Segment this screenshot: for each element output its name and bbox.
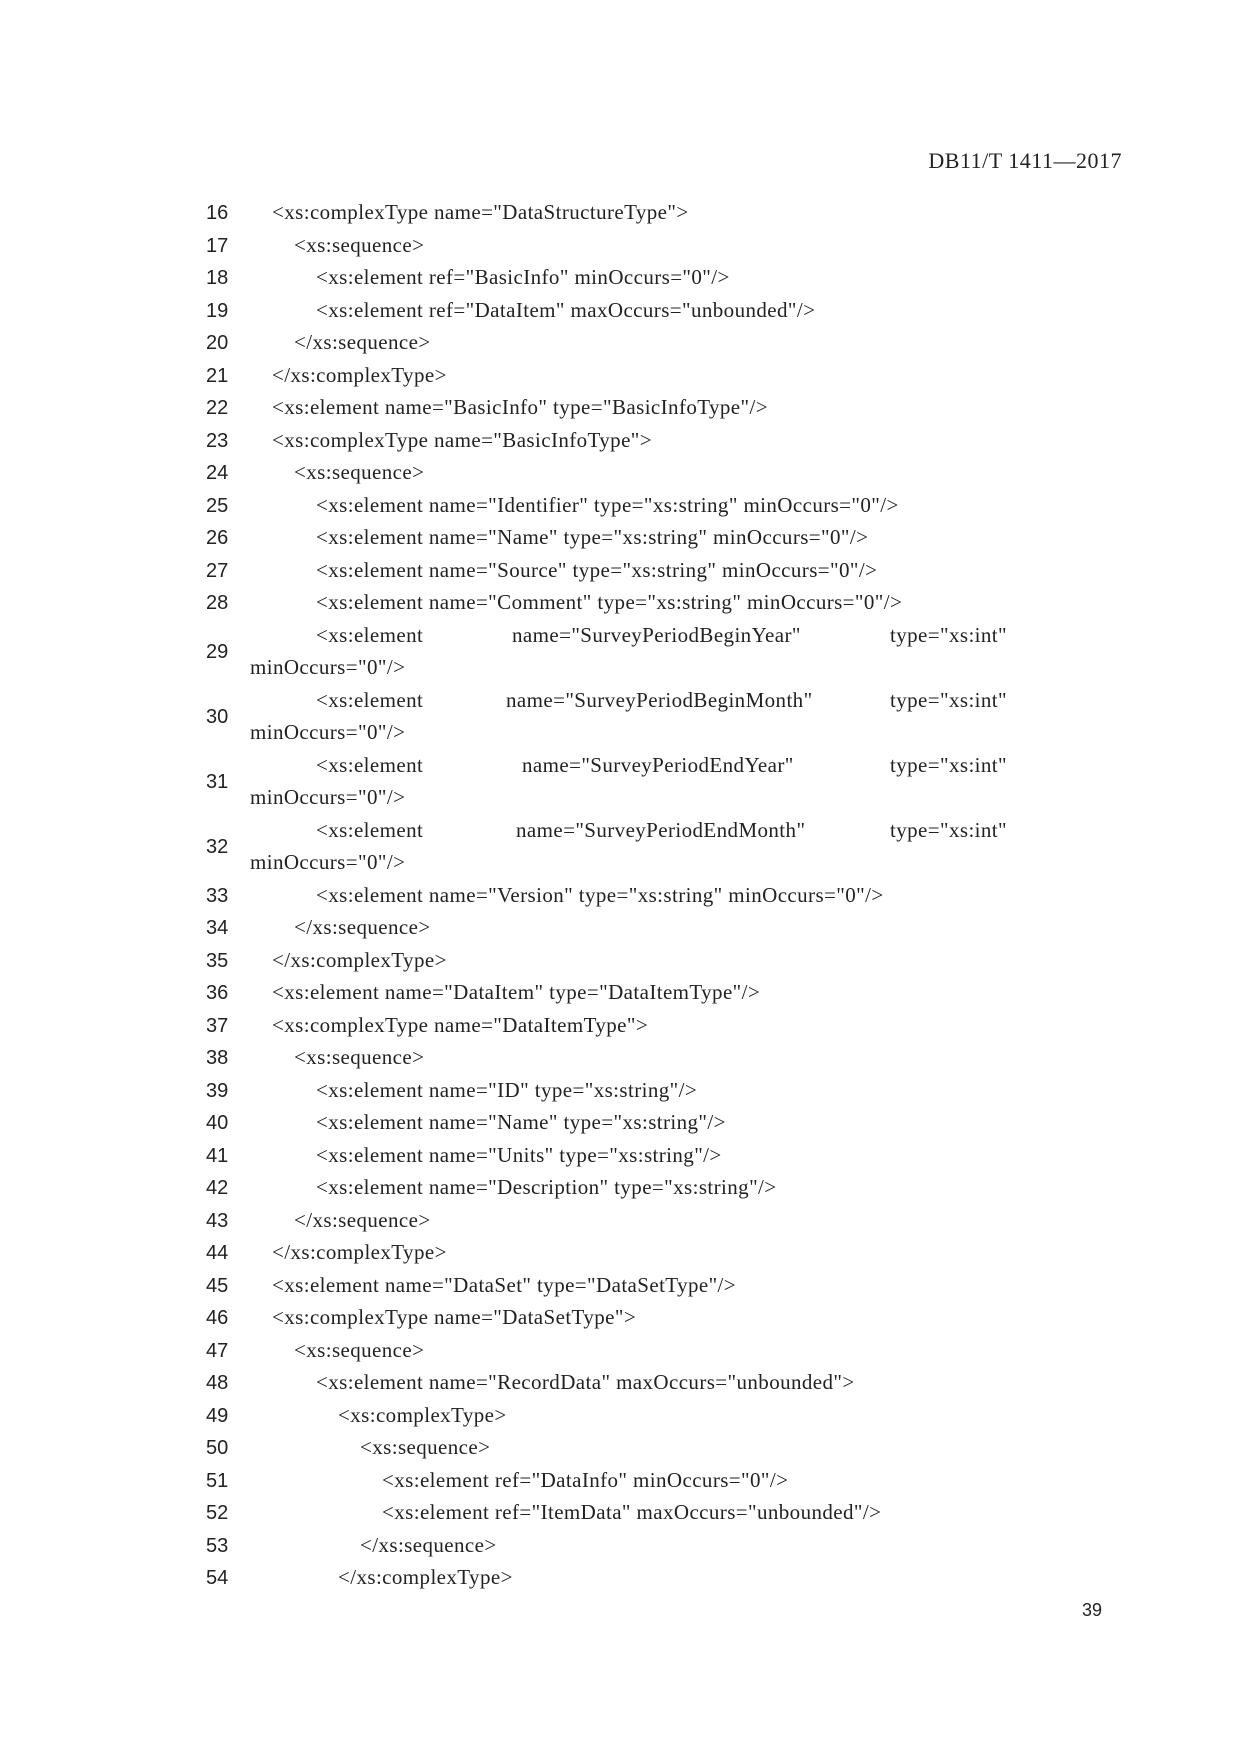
code-text: </xs:sequence> — [294, 1207, 431, 1232]
line-number: 53 — [206, 1534, 229, 1557]
code-text: <xs:element ref="BasicInfo" minOccurs="0"/> — [316, 265, 730, 289]
code-segment: type="xs:int" — [890, 622, 1008, 647]
code-text: <xs:element name="RecordData" maxOccurs="unbounded"> — [316, 1370, 855, 1394]
line-number: 42 — [206, 1177, 229, 1199]
code-listing — [0, 198, 1240, 1596]
code-line — [0, 1531, 1240, 1564]
line-number: 28 — [206, 592, 229, 614]
code-text: </xs:complexType> — [272, 947, 447, 972]
code-line — [0, 588, 1240, 621]
code-segment: name="SurveyPeriodEndMonth" — [516, 817, 806, 842]
code-line — [0, 1563, 1240, 1596]
code-text: </xs:complexType> — [338, 1565, 513, 1589]
line-number: 19 — [206, 299, 229, 322]
code-text: <xs:element name="Units" type="xs:string"/> — [316, 1142, 722, 1167]
code-text: <xs:sequence> — [294, 1045, 425, 1069]
code-text: <xs:element name="Description" type="xs:string"/> — [316, 1175, 777, 1199]
line-number: 26 — [206, 527, 229, 549]
code-text: <xs:element name="Name" type="xs:string" minOccurs="0"/> — [316, 525, 869, 549]
line-number: 38 — [206, 1047, 229, 1069]
code-line — [0, 1108, 1240, 1141]
code-text: <xs:element name="Name" type="xs:string"/> — [316, 1110, 726, 1134]
line-number: 39 — [206, 1079, 229, 1102]
line-number: 16 — [206, 202, 229, 224]
code-text: <xs:complexType name="DataSetType"> — [272, 1305, 637, 1329]
line-number: 31 — [206, 770, 229, 793]
page-number: 39 — [1081, 1600, 1102, 1620]
code-segment: type="xs:int" — [890, 817, 1008, 842]
code-segment: name="SurveyPeriodBeginMonth" — [506, 687, 813, 712]
code-text: <xs:element ref="DataItem" maxOccurs="unbounded"/> — [316, 297, 816, 322]
code-continuation: minOccurs="0"/> — [250, 719, 406, 744]
code-segment: <xs:element — [316, 687, 424, 712]
code-text: <xs:element name="Identifier" type="xs:string" minOccurs="0"/> — [316, 492, 899, 517]
line-number: 23 — [206, 429, 229, 452]
standard-number: DB11/T 1411—2017 — [928, 148, 1122, 173]
code-line — [0, 263, 1240, 296]
line-number: 22 — [206, 397, 229, 419]
code-line — [0, 458, 1240, 491]
code-line — [0, 1206, 1240, 1239]
code-segment: <xs:element — [316, 752, 424, 777]
code-line — [0, 1271, 1240, 1304]
line-number: 33 — [206, 884, 229, 907]
code-text: <xs:element name="DataSet" type="DataSetType"/> — [272, 1272, 737, 1297]
line-number: 30 — [206, 705, 229, 728]
code-line — [0, 523, 1240, 556]
code-line — [0, 1433, 1240, 1466]
code-line — [0, 1336, 1240, 1369]
code-text: <xs:sequence> — [360, 1435, 491, 1459]
line-number: 35 — [206, 949, 229, 972]
code-line-wrapped — [0, 686, 1240, 751]
code-continuation: minOccurs="0"/> — [250, 654, 406, 679]
code-text: <xs:sequence> — [294, 460, 425, 484]
line-number: 50 — [206, 1437, 229, 1459]
code-continuation: minOccurs="0"/> — [250, 784, 406, 809]
line-number: 47 — [206, 1339, 229, 1362]
code-text: <xs:element ref="ItemData" maxOccurs="unbounded"/> — [382, 1500, 882, 1524]
code-line — [0, 556, 1240, 589]
code-line — [0, 881, 1240, 914]
code-text: <xs:sequence> — [294, 1337, 425, 1362]
code-text: <xs:element name="DataItem" type="DataItemType"/> — [272, 980, 761, 1004]
code-line — [0, 1043, 1240, 1076]
line-number: 43 — [206, 1209, 229, 1232]
line-number: 18 — [206, 267, 229, 289]
code-line-wrapped — [0, 751, 1240, 816]
code-text: <xs:element ref="DataInfo" minOccurs="0"/> — [382, 1467, 789, 1492]
code-line — [0, 1401, 1240, 1434]
code-text: <xs:complexType name="DataStructureType"> — [272, 200, 689, 224]
line-number: 32 — [206, 835, 229, 858]
code-line — [0, 491, 1240, 524]
line-number: 36 — [206, 982, 229, 1004]
line-number: 29 — [206, 640, 229, 663]
code-text: </xs:complexType> — [272, 362, 447, 387]
line-number: 27 — [206, 559, 229, 582]
line-number: 25 — [206, 494, 229, 517]
line-number: 20 — [206, 332, 229, 354]
code-line — [0, 1303, 1240, 1336]
code-line — [0, 1076, 1240, 1109]
code-text: </xs:sequence> — [294, 330, 431, 354]
line-number: 48 — [206, 1372, 229, 1394]
code-text: <xs:element name="Version" type="xs:string" minOccurs="0"/> — [316, 882, 884, 907]
code-text: </xs:sequence> — [294, 915, 431, 939]
code-text: <xs:sequence> — [294, 232, 425, 257]
code-line-wrapped — [0, 816, 1240, 881]
code-line — [0, 328, 1240, 361]
code-text: <xs:element name="Source" type="xs:string" minOccurs="0"/> — [316, 557, 878, 582]
code-continuation: minOccurs="0"/> — [250, 849, 406, 874]
code-text: <xs:element name="BasicInfo" type="BasicInfoType"/> — [272, 395, 768, 419]
line-number: 21 — [206, 364, 229, 387]
code-text: <xs:complexType name="DataItemType"> — [272, 1012, 649, 1037]
code-line — [0, 393, 1240, 426]
line-number: 17 — [206, 234, 229, 257]
code-line — [0, 1368, 1240, 1401]
code-segment: type="xs:int" — [890, 687, 1008, 712]
code-line — [0, 231, 1240, 264]
code-line — [0, 1466, 1240, 1499]
code-line — [0, 198, 1240, 231]
code-text: <xs:complexType> — [338, 1402, 507, 1427]
code-line — [0, 913, 1240, 946]
line-number: 44 — [206, 1242, 229, 1264]
code-segment: <xs:element — [316, 817, 424, 842]
code-text: <xs:element name="ID" type="xs:string"/> — [316, 1077, 698, 1102]
line-number: 45 — [206, 1274, 229, 1297]
line-number: 51 — [206, 1469, 229, 1492]
line-number: 24 — [206, 462, 229, 484]
code-line — [0, 1011, 1240, 1044]
code-line — [0, 361, 1240, 394]
code-segment: <xs:element — [316, 622, 424, 647]
code-segment: type="xs:int" — [890, 752, 1008, 777]
code-line — [0, 1498, 1240, 1531]
code-text: <xs:complexType name="BasicInfoType"> — [272, 427, 653, 452]
code-line — [0, 1238, 1240, 1271]
line-number: 46 — [206, 1307, 229, 1329]
code-line-wrapped — [0, 621, 1240, 686]
line-number: 54 — [206, 1567, 229, 1589]
line-number: 41 — [206, 1144, 229, 1167]
code-line — [0, 296, 1240, 329]
code-text: </xs:complexType> — [272, 1240, 447, 1264]
code-segment: name="SurveyPeriodEndYear" — [522, 752, 794, 777]
code-segment: name="SurveyPeriodBeginYear" — [512, 622, 801, 647]
code-line — [0, 426, 1240, 459]
line-number: 34 — [206, 917, 229, 939]
line-number: 52 — [206, 1502, 229, 1524]
line-number: 37 — [206, 1014, 229, 1037]
code-line — [0, 1141, 1240, 1174]
code-text: </xs:sequence> — [360, 1532, 497, 1557]
code-line — [0, 946, 1240, 979]
code-line — [0, 978, 1240, 1011]
code-text: <xs:element name="Comment" type="xs:string" minOccurs="0"/> — [316, 590, 903, 614]
line-number: 40 — [206, 1112, 229, 1134]
line-number: 49 — [206, 1404, 229, 1427]
code-line — [0, 1173, 1240, 1206]
